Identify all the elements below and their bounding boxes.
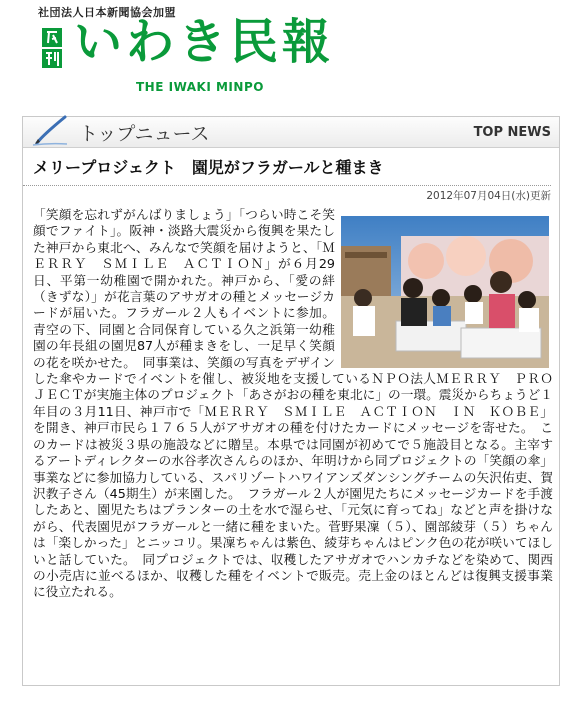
panel-header [23,117,559,148]
evening-edition-mark [40,26,64,70]
newspaper-logo[interactable]: いわき民報 [74,14,335,70]
section-title-english: TOP NEWS [473,125,551,140]
top-news-panel [22,116,560,686]
pencil-icon [31,113,71,147]
org-label: 社団法人日本新聞協会加盟 [38,6,176,19]
article-updated-text: 2012年07月04日(水)更新 [426,190,551,202]
photo-spacer [335,207,553,367]
article-headline: メリープロジェクト 園児がフラガールと種まき [33,158,384,177]
article-body [33,207,553,601]
article-updated [23,185,551,202]
section-title: トップニュース [79,123,210,145]
newspaper-logo-english: THE IWAKI MINPO [136,80,264,94]
masthead [0,0,580,112]
article-body-text: 「笑顔を忘れずがんばりましょう」「つらい時こそ笑顔でファイト」。阪神・淡路大震災から復興を果たした神戸から東北へ、みんなで笑顔を届けようと、「ＭＥＲＲＹ ＳＭＩＬＥ ＡＣＴＩＯＮ」が６月29日、平第一幼稚園で開かれた。神戸から、「愛の絆（きずな）」が花言葉のアサガオの種とメッセージカードが届いた。フラガール２人もイベントに参加。青空の下、同園と合同保育している久之浜第一幼稚園の年長組の園児87人が種まきをし、一足早く笑顔の花を咲かせた。 同事業は、笑顔の写真をデザインした傘やカードでイベントを催し、被災地を支援しているＮＰＯ法人ＭＥＲＲＹ ＰＲＯＪＥＣＴが実施主体のプロジェクト「あさがおの種を東北に」の一環。震災からちょうど１年目の３月11日、神戸市で「ＭＥＲＲＹ ＳＭＩＬＥ ＡＣＴＩＯＮ ＩＮ ＫＯＢＥ」を開き、神戸市民ら１７６５人がアサガオの種を付けたカードにメッセージを寄せた。 このカードは被災３県の施設などに贈呈。本県では同園が初めてで５施設目となる。主宰するアートディレクターの水谷孝次さんらのほか、年明けから同プロジェクトの「笑顔の傘」事業などに参加協力している、スパリゾートハワイアンズダンシングチームの矢沢佑吏、賀沢教子さん（45期生）が来園した。 フラガール２人が園児たちにメッセージカードを手渡したあと、園児たちはプランターの土を水で湿らせ、「元気に育ってね」などと声を掛けながら、代表園児がフラガールと一緒に種をまいた。菅野果凜（５）、園部綾芽（５）ちゃんは「楽しかった」とニッコリ。果凜ちゃんは紫色、綾芽ちゃんはピンク色の花が咲いてほしいと話していた。 同プロジェクトでは、収穫したアサガオでハンカチなどを染めて、関西の小売店に並べるほか、収穫した種をイベントで販売。売上金のほとんどは復興支援事業に役立たれる。 [33,207,553,600]
